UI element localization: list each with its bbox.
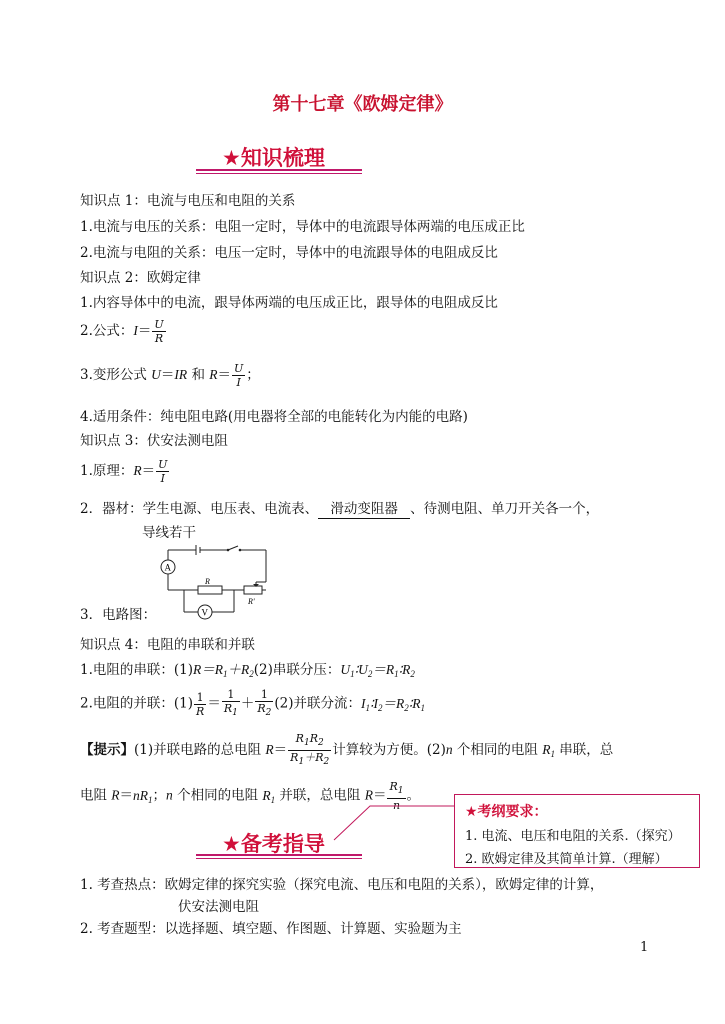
rheostat-label: R' — [248, 597, 255, 606]
guide-item1-cont: 伏安法测电阻 — [178, 899, 259, 915]
section-heading-knowledge: ★知识梳理 — [222, 146, 325, 170]
heading-underline-thin — [196, 173, 362, 174]
requirements-box — [454, 794, 700, 868]
tip-label: 【提示】 — [80, 742, 134, 758]
voltmeter-label: V — [201, 607, 208, 618]
guide-item1 — [80, 876, 603, 894]
requirement-item: 1. 电流、电压和电阻的关系.（探究） — [465, 829, 681, 844]
heading-underline-thin — [196, 858, 362, 859]
transform-r: R — [209, 367, 218, 382]
guide-item1-text: 欧姆定律的探究实验（探究电流、电压和电阻的关系），欧姆定律的计算， — [164, 877, 604, 893]
parallel-prefix: 2.电阻的并联：(1) — [80, 695, 194, 712]
section-heading-guide: ★备考指导 — [222, 832, 325, 856]
tip-line2-part2: ； — [152, 787, 167, 804]
page-number: 1 — [640, 940, 649, 955]
fraction-denominator: I — [156, 471, 169, 485]
circuit-diagram — [150, 540, 275, 620]
switch-blade — [228, 546, 238, 550]
fraction-numerator: U — [158, 458, 168, 471]
kp2-line4: 4.适用条件：纯电阻电路(用电器将全部的电能转化为内能的电路) — [80, 409, 468, 425]
principle-eq: ＝ — [141, 463, 156, 479]
kp3-principle-line — [80, 458, 170, 485]
transform-end: ； — [246, 367, 260, 383]
transform-eq: ＝ — [160, 367, 175, 383]
kp4-series-line — [80, 661, 415, 683]
formula-prefix: 2.公式： — [80, 323, 134, 339]
tip-n-fraction: $\frac{R_1}{n}$ — [389, 780, 404, 812]
transform-ir: IR — [174, 367, 188, 382]
kp2-line1: 1.内容导体中的电流，跟导体两端的电压成正比，跟导体的电阻成反比 — [80, 295, 498, 311]
transform-prefix: 3.变形公式 — [80, 367, 152, 383]
tip-part2: 计算较为方便。(2) — [332, 742, 446, 758]
parallel-mid: (2)并联分流： — [274, 695, 361, 712]
heading-underline — [196, 854, 362, 856]
kp4-parallel-line: 2.电阻的并联：(1) $\frac{1}{R}$ ＝ $\frac{1}{R_1}$ ＋ $\frac{1}{R_2}$ (2)并联分流：$I_1∶I_2=R_2∶R_1$ — [80, 688, 426, 718]
callout-pointer — [330, 800, 460, 845]
guide-item1-label: 1. 考查热点： — [80, 877, 165, 893]
parallel-ratio: $I_1∶I_2=R_2∶R_1$ — [361, 695, 426, 713]
formula-fraction — [152, 318, 165, 345]
requirement-item: 2. 欧姆定律及其简单计算.（理解） — [465, 852, 668, 867]
series-mid: (2)串联分压： — [253, 662, 341, 678]
kp1-line2: 2.电流与电阻的关系：电压一定时，导体中的电流跟导体的电阻成反比 — [80, 245, 498, 261]
tip-line2-end: 。 — [406, 787, 421, 804]
resistor-symbol — [198, 586, 222, 594]
parallel-frac-r1: $\frac{1}{R_1}$ — [223, 688, 238, 718]
parallel-frac-r2: $\frac{1}{R_2}$ — [257, 688, 272, 718]
tip-parallel-fraction: $\frac{R_1R_2}{R_1+R_2}$ — [290, 732, 330, 767]
chapter-title: 第十七章《欧姆定律》 — [272, 94, 453, 115]
fraction-denominator: R — [152, 331, 165, 345]
kp4-heading: 知识点 4：电阻的串联和并联 — [80, 637, 255, 653]
fraction-denominator: I — [232, 375, 245, 389]
tip-part3: 个相同的电阻 — [452, 742, 543, 758]
tip-part1: (1)并联电路的总电阻 — [134, 742, 266, 758]
kp3-heading: 知识点 3：伏安法测电阻 — [80, 433, 228, 449]
kp1-heading: 知识点 1：电流与电压和电阻的关系 — [80, 193, 296, 209]
formula-lhs: I — [133, 323, 138, 338]
fraction-numerator: U — [234, 362, 244, 375]
transform-eq2: ＝ — [217, 367, 232, 383]
formula-eq: ＝ — [137, 323, 152, 339]
rheostat-symbol — [244, 586, 262, 594]
kp2-transform-line — [80, 362, 260, 389]
kp2-heading: 知识点 2：欧姆定律 — [80, 270, 201, 286]
tip-line2-part4: 并联，总电阻 — [275, 787, 365, 804]
principle-prefix: 1.原理： — [80, 463, 134, 479]
tip-line2: 电阻 $R=nR_1$；n 个相同的电阻 $R_1$ 并联，总电阻 R＝ $\frac{R_1}{n}$ 。 — [80, 780, 421, 812]
heading-underline — [196, 169, 362, 171]
parallel-frac-total: $\frac{1}{R}$ — [196, 690, 205, 718]
guide-item2-text: 以选择题、填空题、作图题、计算题、实验题为主 — [164, 921, 462, 937]
series-prefix: 1.电阻的串联：(1) — [80, 662, 194, 678]
principle-fraction — [156, 458, 169, 485]
series-ratio: $U_1∶U_2=R_1∶R_2$ — [340, 662, 415, 679]
equipment-line2: 导线若干 — [142, 525, 196, 541]
transform-and: 和 — [187, 367, 210, 383]
guide-item2 — [80, 920, 462, 938]
principle-r: R — [133, 463, 142, 478]
tip-line2-part3: 个相同的电阻 — [172, 787, 263, 804]
equipment-prefix: 2．器材：学生电源、电压表、电流表、 — [80, 501, 319, 517]
kp1-line1: 1.电流与电压的关系：电阻一定时，导体中的电流跟导体两端的电压成正比 — [80, 219, 525, 235]
resistor-label: R — [205, 577, 210, 586]
tip-part4: 串联，总 — [554, 742, 614, 758]
equipment-suffix: 、待测电阻、单刀开关各一个， — [410, 501, 600, 517]
ammeter-label: A — [164, 562, 171, 573]
tip-line1: 【提示】(1)并联电路的总电阻 R＝ $\frac{R_1R_2}{R_1+R_2}$ 计算较为方便。(2)n 个相同的电阻 $R_1$ 串联，总 — [80, 732, 614, 767]
kp2-formula-line — [80, 318, 167, 345]
kp3-equipment-line — [80, 500, 599, 519]
requirements-title: ★考纲要求： — [465, 804, 548, 820]
transform-fraction — [232, 362, 245, 389]
transform-u: U — [151, 367, 161, 382]
guide-item2-label: 2. 考查题型： — [80, 921, 165, 937]
fraction-numerator: U — [154, 318, 164, 331]
circuit-label: 3．电路图： — [80, 607, 157, 623]
series-formula: $R=R_1+R_2$ — [193, 662, 254, 679]
tip-line2-part1: 电阻 — [80, 787, 112, 804]
equipment-blank-answer: 滑动变阻器 — [318, 500, 410, 519]
